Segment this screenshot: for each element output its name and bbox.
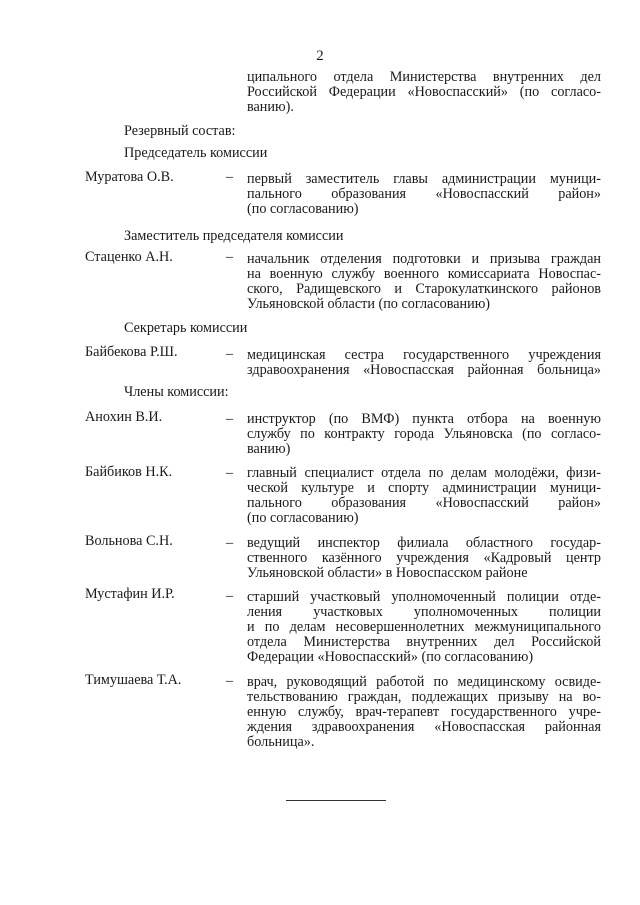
member-name: Анохин В.И. (85, 409, 163, 425)
role-line: здравоохранения «Новоспасская районная больница» (247, 362, 601, 378)
member-role (247, 172, 601, 217)
reserve-heading: Резервный состав: (124, 123, 236, 139)
role-line: ческой культуре и спорту администрации муници- (247, 480, 601, 496)
member-name: Муратова О.В. (85, 169, 174, 185)
member-name: Байбиков Н.К. (85, 464, 173, 480)
dash: – (226, 169, 234, 185)
role-line: больница». (247, 734, 315, 750)
continuation-line: ципального отдела Министерства внутренних дел (247, 69, 601, 85)
role-line: пального образования «Новоспасский район» (247, 495, 601, 511)
role-line: первый заместитель главы администрации муници- (247, 171, 601, 187)
member-name: Тимушаева Т.А. (85, 672, 182, 688)
member-role (247, 466, 601, 526)
dash: – (226, 346, 234, 362)
role-line: медицинская сестра государственного учреждения (247, 347, 601, 363)
role-line: ского, Радищевского и Старокулаткинского районов (247, 281, 601, 297)
closing-rule (286, 800, 386, 801)
member-name: Стаценко А.Н. (85, 249, 173, 265)
member-role (247, 590, 601, 665)
role-line: Ульяновской области (по согласованию) (247, 296, 491, 312)
dash: – (226, 588, 234, 604)
role-line: тельствованию граждан, подлежащих призыву на во- (247, 689, 601, 705)
secretary-heading: Секретарь комиссии (124, 320, 248, 336)
dash: – (226, 535, 234, 551)
role-line: (по согласованию) (247, 510, 359, 526)
member-name: Вольнова С.Н. (85, 533, 173, 549)
member-role (247, 348, 601, 378)
role-line: ждения здравоохранения «Новоспасская районная (247, 719, 601, 735)
role-line: начальник отделения подготовки и призыва граждан (247, 251, 601, 267)
role-line: ственного казённого учреждения «Кадровый центр (247, 550, 601, 566)
member-role (247, 252, 601, 312)
member-role (247, 412, 601, 457)
dash: – (226, 411, 234, 427)
member-name: Мустафин И.Р. (85, 586, 175, 602)
role-line: ванию) (247, 441, 291, 457)
role-line: инструктор (по ВМФ) пункта отбора на военную (247, 411, 601, 427)
member-role (247, 536, 601, 581)
continuation-line: ванию). (247, 99, 294, 115)
deputy-heading: Заместитель председателя комиссии (124, 228, 344, 244)
member-role (247, 675, 601, 750)
dash: – (226, 673, 234, 689)
role-line: отдела Министерства внутренних дел Российской (247, 634, 601, 650)
chair-heading: Председатель комиссии (124, 145, 268, 161)
role-line: (по согласованию) (247, 201, 359, 217)
role-line: службу по контракту города Ульяновска (по согласо- (247, 426, 601, 442)
members-heading: Члены комиссии: (124, 384, 229, 400)
dash: – (226, 465, 234, 481)
role-line: ведущий инспектор филиала областного государ- (247, 535, 601, 551)
role-line: ления участковых уполномоченных полиции (247, 604, 601, 620)
role-line: и по делам несовершеннолетних межмуниципального (247, 619, 601, 635)
continuation-line: Российской Федерации «Новоспасский» (по согласо- (247, 84, 601, 100)
role-line: Федерации «Новоспасский» (по согласованию) (247, 649, 534, 665)
role-line: врач, руководящий работой по медицинскому освиде- (247, 674, 601, 690)
continuation-text (247, 70, 601, 115)
page-number: 2 (316, 48, 324, 64)
role-line: Ульяновской области» в Новоспасском районе (247, 565, 528, 581)
member-name: Байбекова Р.Ш. (85, 344, 178, 360)
dash: – (226, 249, 234, 265)
role-line: на военную службу военного комиссариата Новоспас- (247, 266, 601, 282)
role-line: главный специалист отдела по делам молодёжи, физи- (247, 465, 601, 481)
role-line: старший участковый уполномоченный полиции отде- (247, 589, 601, 605)
role-line: пального образования «Новоспасский район» (247, 186, 601, 202)
role-line: енную службу, врач-терапевт государственного учре- (247, 704, 601, 720)
